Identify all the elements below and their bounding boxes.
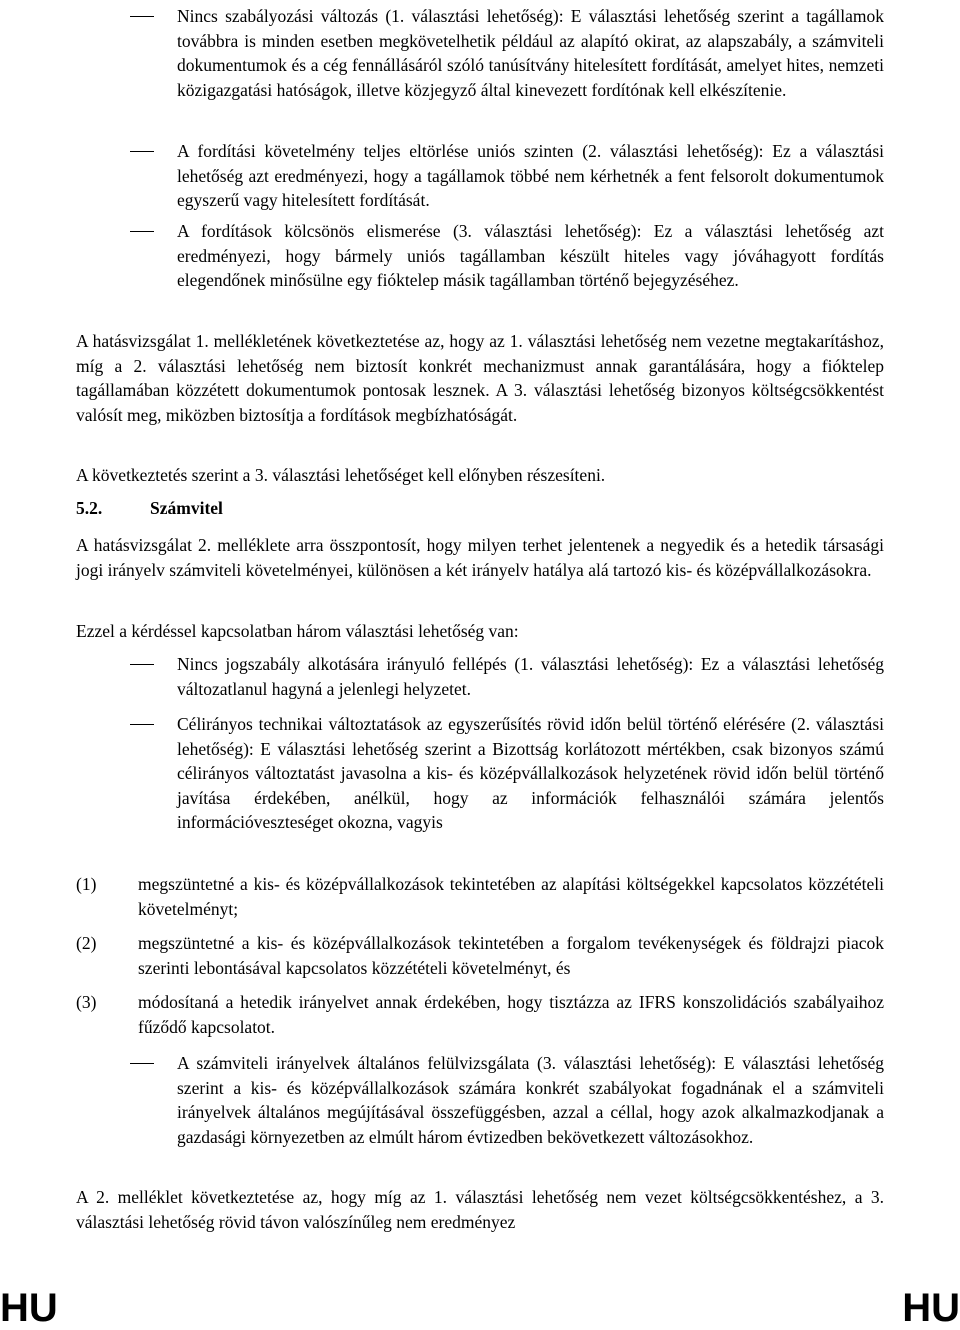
section-title: Számvitel: [150, 498, 223, 518]
paragraph-options-intro: Ezzel a kérdéssel kapcsolatban három választási lehetőség van:: [76, 621, 519, 641]
footer-language-left: HU: [0, 1286, 58, 1330]
paragraph-assessment: A hatásvizsgálat 1. mellékletének következtetése az, hogy az 1. választási lehetőség nem vezetne megtakarításhoz, míg a 2. választási lehetőség nem biztosít konkrét mechanizmust annak garantálására, hogy a fióktelep tagállamában közzétett dokumentumok pontosak lesznek. A 3. választási lehetőség bizonyos költségcsökkentést valósít meg, miközben biztosítja a fordítások megbízhatóságát.: [76, 331, 884, 425]
item-number: (3): [76, 992, 97, 1012]
bullet-text: A fordítási követelmény teljes eltörlése uniós szinten (2. választási lehetőség): Ez a választási lehetőség azt eredményezi, hogy a tagállamok többé nem kérhetnék a fent felsorolt dokumentumok egyszerű vagy hitelesített fordítását.: [177, 141, 884, 210]
item-number: (1): [76, 874, 97, 894]
bullet-mutual-recognition: [122, 219, 884, 293]
bullet-full-abolition: [122, 139, 884, 213]
bullet-text: Célirányos technikai változtatások az egyszerűsítés rövid időn belül történő elérésére (2. választási lehetőség): E választási lehetőség szerint a Bizottság korlátozott mértékben, csak bizonyos számú célirányos változtatást javasolna a kis- és középvállalkozások helyzetének rövid időn belül történő javítása érdekében, anélkül, hogy az információk felhasználói számára jelentős információveszteséget okozna, vagyis: [177, 714, 884, 832]
bullet-no-legislation: [122, 652, 884, 701]
bullet-text: Nincs szabályozási változás (1. választási lehetőség): E választási lehetőség szerint a tagállamok továbbra is minden esetben megkövetelhetik például az alapító okirat, az alapszabály, a számviteli dokumentumok és a cég fennállásáról szóló tanúsítvány hitelesített fordítását, amelyet hites, nemzeti közigazgatási hatóságok, illetve közjegyző által kinevezett fordítónak kell elkészítenie.: [177, 6, 884, 100]
section-number: 5.2.: [76, 498, 103, 518]
bullet-targeted-changes: [122, 712, 884, 835]
paragraph-annex2-conclusion: A 2. melléklet következtetése az, hogy míg az 1. választási lehetőség nem vezet költségcsökkentéshez, a 3. választási lehetőség rövid távon valószínűleg nem eredményez: [76, 1187, 884, 1232]
bullet-no-change: [122, 4, 884, 102]
bullet-text: A számviteli irányelvek általános felülvizsgálata (3. választási lehetőség): E választási lehetőség szerint a kis- és középvállalkozások számára konkrét szabályokat fogadnának el a számviteli irányelvek általános megújításával összefüggésben, azzal a céllal, hogy azok alkalmazkodjanak a gazdasági környezetben az elmúlt három évtizedben bekövetkezett változásokhoz.: [177, 1053, 884, 1147]
bullet-text: A fordítások kölcsönös elismerése (3. választási lehetőség): Ez a választási lehetőség azt eredményezi, hogy bármely uniós tagállamban készült hiteles vagy jóváhagyott fordítás elegendőnek minősülne egy fióktelep másik tagállamban történő bejegyzéséhez.: [177, 221, 884, 290]
numbered-item-1: [76, 872, 884, 921]
paragraph-annex2: A hatásvizsgálat 2. melléklete arra összpontosít, hogy milyen terhet jelentenek a negyedik és a hetedik társasági jogi irányelv számviteli követelményei, különösen a két irányelv hatálya alá tartozó kis- és középvállalkozásokra.: [76, 535, 884, 580]
bullet-general-revision: [122, 1051, 884, 1149]
item-number: (2): [76, 933, 97, 953]
item-text: módosítaná a hetedik irányelvet annak érdekében, hogy tisztázza az IFRS konszolidációs szabályaihoz fűződő kapcsolatot.: [138, 992, 884, 1037]
footer-language-right: HU: [902, 1286, 960, 1330]
item-text: megszüntetné a kis- és középvállalkozások tekintetében a forgalom tevékenységek és földrajzi piacok szerinti lebontásával kapcsolatos közzétételi követelményt, és: [138, 933, 884, 978]
paragraph-conclusion: A következtetés szerint a 3. választási lehetőséget kell előnyben részesíteni.: [76, 465, 606, 485]
numbered-item-3: [76, 990, 884, 1039]
bullet-text: Nincs jogszabály alkotására irányuló fellépés (1. választási lehetőség): Ez a választási lehetőség változatlanul hagyná a jelenlegi helyzetet.: [177, 654, 884, 699]
item-text: megszüntetné a kis- és középvállalkozások tekintetében az alapítási költségekkel kapcsolatos közzétételi követelményt;: [138, 874, 884, 919]
numbered-item-2: [76, 931, 884, 980]
section-heading: [76, 496, 223, 521]
